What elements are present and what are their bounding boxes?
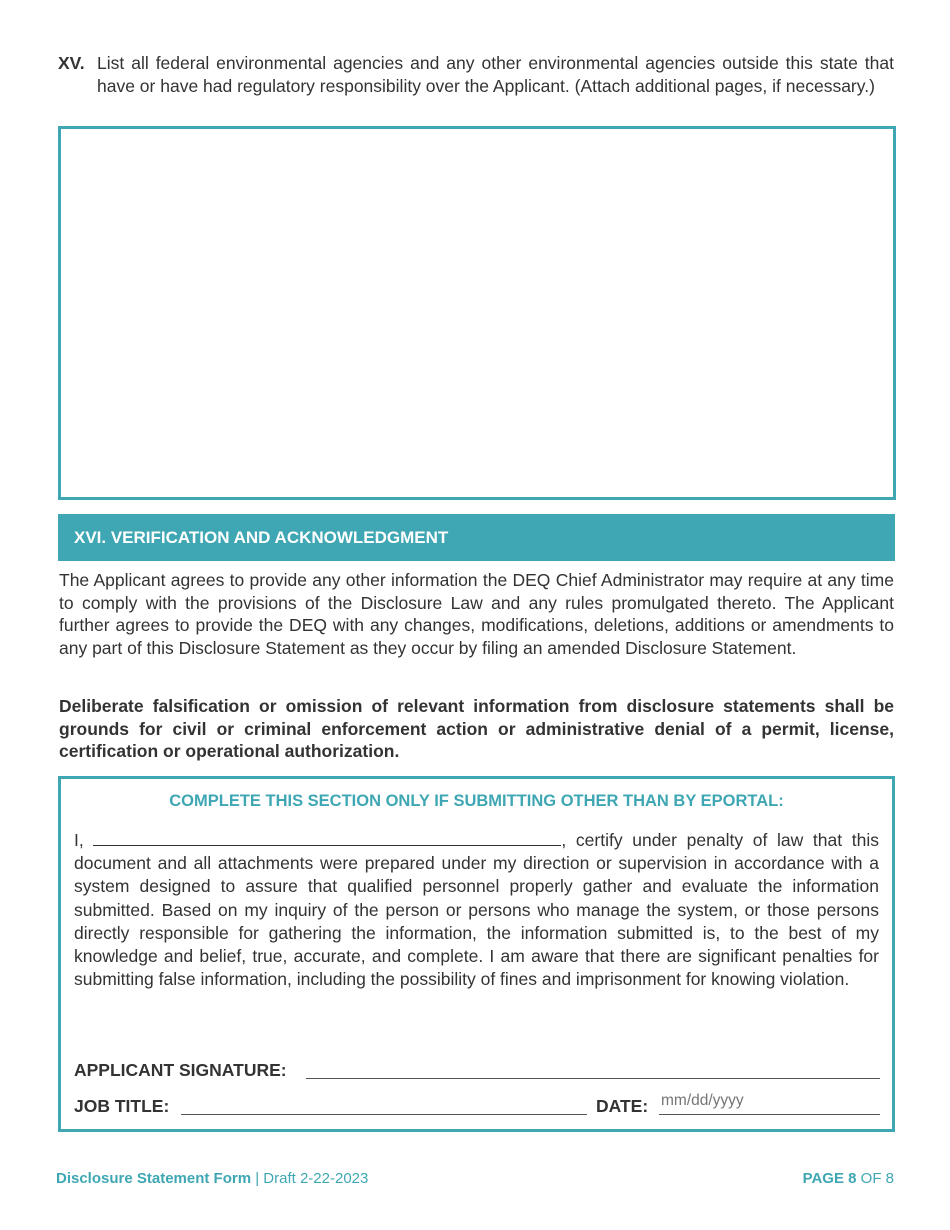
certification-title: COMPLETE THIS SECTION ONLY IF SUBMITTING OTHER THAN BY EPORTAL: xyxy=(169,792,784,810)
page-label: PAGE 8 xyxy=(802,1170,857,1187)
certification-text xyxy=(74,829,879,991)
certifier-name-field[interactable] xyxy=(93,829,561,846)
agencies-answer-box[interactable] xyxy=(58,126,896,500)
draft-label: | Draft 2-22-2023 xyxy=(251,1170,369,1187)
agreement-paragraph: The Applicant agrees to provide any other information the DEQ Chief Administrator may require at any time to comply with the provisions of the Disclosure Law and any rules promulgated thereto. The Applicant further agrees to provide the DEQ with any changes, modifications, deletions, additions or amendments to any part of this Disclosure Statement as they occur by filing an amended Disclosure Statement. xyxy=(59,570,894,658)
signature-label: APPLICANT SIGNATURE: xyxy=(74,1060,287,1080)
page-number xyxy=(803,1170,894,1187)
certification-body: , certify under penalty of law that this document and all attachments were prepared under my direction or supervision in accordance with a system designed to assure that qualified personnel properly gather and evaluate the information submitted. Based on my inquiry of the person or persons who manage the system, or those persons directly responsible for gathering the information, the information submitted is, to the best of my knowledge and belief, true, accurate, and complete. I am aware that there are significant penalties for submitting false information, including the possibility of fines and imprisonment for knowing violation. xyxy=(74,830,879,990)
question-xv xyxy=(58,52,894,97)
date-input[interactable] xyxy=(659,1088,880,1115)
certification-lead: I, xyxy=(74,830,84,850)
signature-field[interactable] xyxy=(306,1078,880,1079)
form-name: Disclosure Statement Form xyxy=(56,1170,252,1187)
falsification-warning: Deliberate falsification or omission of relevant information from disclosure statements shall be grounds for civil or criminal enforcement action or administrative denial of a permit, license, certification or operational authorization. xyxy=(59,696,894,762)
certification-box xyxy=(58,776,895,1132)
date-label: DATE: xyxy=(596,1096,649,1116)
section-header-verification: XVI. VERIFICATION AND ACKNOWLEDGMENT xyxy=(58,514,895,561)
page-of: OF 8 xyxy=(856,1170,894,1187)
footer-form-name xyxy=(56,1170,368,1187)
job-title-field[interactable] xyxy=(181,1114,587,1115)
question-text: List all federal environmental agencies and any other environmental agencies outside this state that have or have had regulatory responsibility over the Applicant. (Attach additional pages, if necessary.) xyxy=(97,53,894,96)
job-title-label: JOB TITLE: xyxy=(74,1096,170,1116)
question-number: XV. xyxy=(58,53,85,73)
